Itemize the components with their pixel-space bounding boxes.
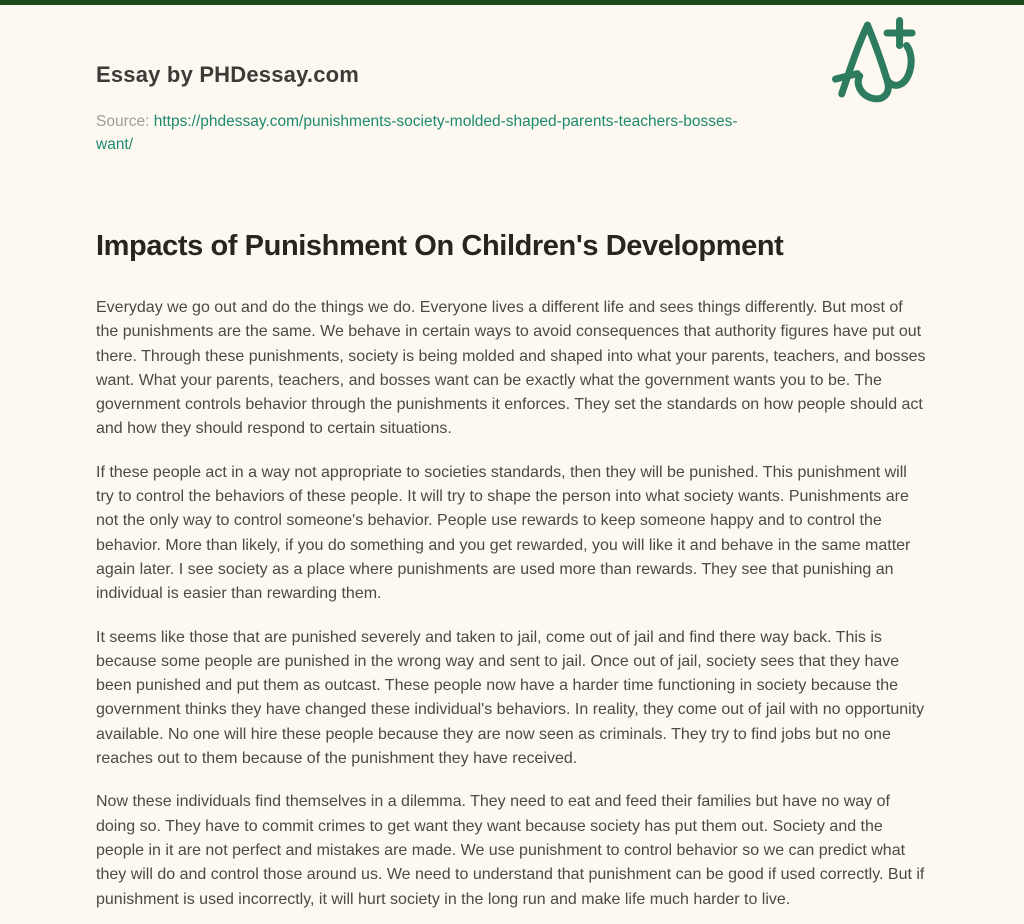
- essay-source-heading: Essay by PHDessay.com: [96, 62, 360, 87]
- source-label: Source:: [96, 113, 150, 130]
- article-title: Impacts of Punishment On Children's Development: [96, 230, 784, 262]
- paragraph-4: Now these individuals find themselves in a dilemma. They need to eat and feed their families but have no way of doing so. They have to commit crimes to get want they want because society has put them out. Society and the people in it are not perfect and mistakes are made. We use punishment to control behavior so we can predict what they will do and control those around us. We need to understand that punishment can be good if used correctly. But if punishment is used incorrectly, it will hurt society in the long run and make life much harder to live.: [96, 793, 925, 908]
- essay-page: [96, 0, 928, 912]
- paragraph-1: Everyday we go out and do the things we do. Everyone lives a different life and sees things differently. But most of the punishments are the same. We behave in certain ways to avoid consequences that authority figures have put out there. Through these punishments, society is being molded and shaped into what your parents, teachers, and bosses want. What your parents, teachers, and bosses want can be exactly what the government wants you to be. The government controls behavior through the punishments it enforces. They set the standards on how people should act and how they should respond to certain situations.: [96, 299, 926, 438]
- paragraph-2: If these people act in a way not appropriate to societies standards, then they will be punished. This punishment will try to control the behaviors of these people. It will try to shape the person into what society wants. Punishments are not the only way to control someone's behavior. People use rewards to keep someone happy and to control the behavior. More than likely, if you do something and you get rewarded, you will like it and behave in the same matter again later. I see society as a place where punishments are used more than rewards. They see that punishing an individual is easier than rewarding them.: [96, 463, 911, 603]
- article-body: [96, 296, 928, 912]
- paragraph-3: It seems like those that are punished severely and taken to jail, come out of jail and find there way back. This is because some people are punished in the wrong way and sent to jail. Once out of jail, society sees that they have been punished and put them as outcast. These people now have a harder time functioning in society because the government thinks they have changed these individual's behaviors. In reality, they come out of jail with no opportunity available. No one will hire these people because they are now seen as criminals. They try to find jobs but no one reaches out to them because of the punishment they have received.: [96, 628, 925, 768]
- source-line: [96, 110, 756, 156]
- phdessay-a-plus-logo-icon: [818, 8, 928, 108]
- source-url-link[interactable]: https://phdessay.com/punishments-society-molded-shaped-parents-teachers-bosses-want/: [96, 113, 738, 153]
